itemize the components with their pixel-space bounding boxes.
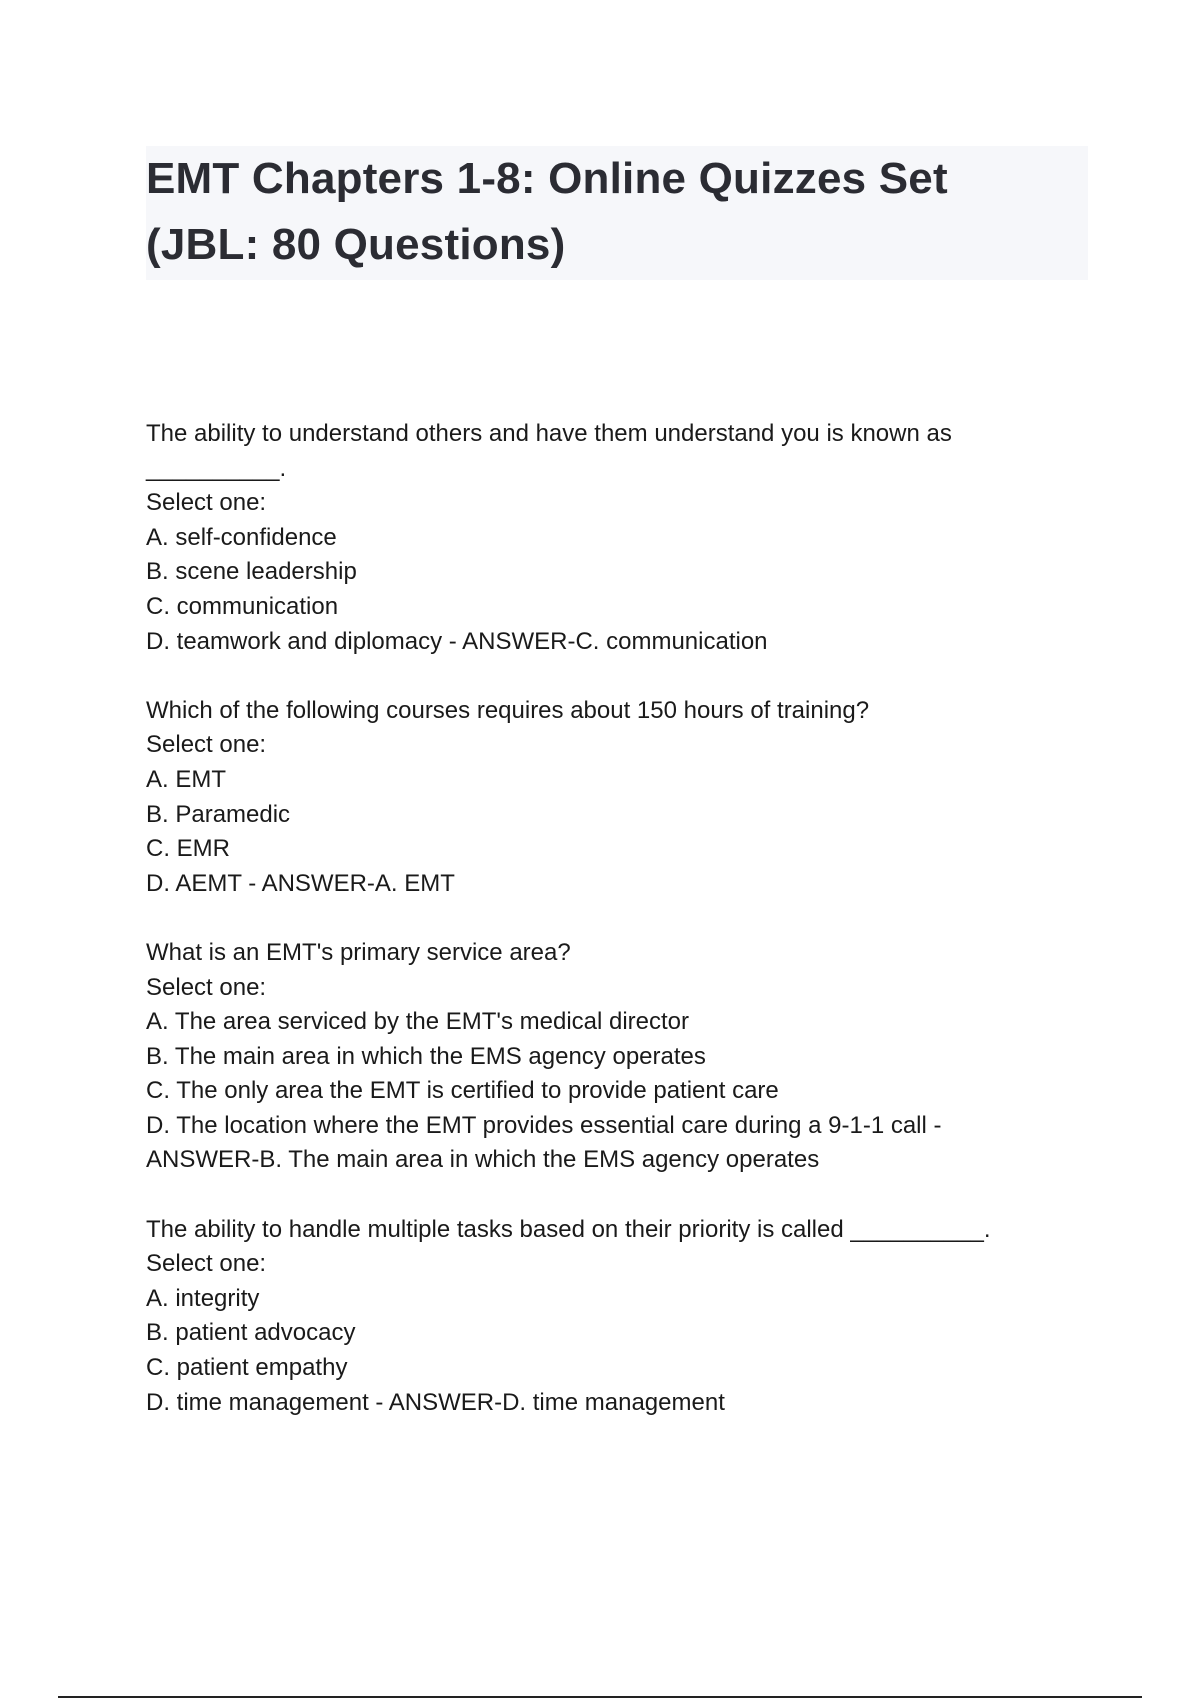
option-c: C. patient empathy	[146, 1354, 348, 1382]
question-stem: The ability to handle multiple tasks based on their priority is called __________.	[146, 1215, 991, 1243]
option-b: B. scene leadership	[146, 558, 357, 586]
option-a: A. integrity	[146, 1284, 260, 1312]
question-stem: What is an EMT's primary service area?	[146, 938, 571, 966]
option-b: B. patient advocacy	[146, 1319, 356, 1347]
select-prompt: Select one:	[146, 1250, 267, 1278]
option-a: A. EMT	[146, 765, 227, 793]
question-1	[146, 417, 1086, 659]
question-stem-blank: __________.	[146, 454, 287, 482]
option-d-answer: D. AEMT - ANSWER-A. EMT	[146, 869, 455, 897]
option-d-answer: D. teamwork and diplomacy - ANSWER-C. communication	[146, 627, 768, 655]
title-line-1: EMT Chapters 1-8: Online Quizzes Set	[146, 154, 948, 203]
option-c: C. EMR	[146, 835, 230, 863]
title-line-2: (JBL: 80 Questions)	[146, 220, 566, 269]
option-a: A. self-confidence	[146, 523, 337, 551]
question-stem: Which of the following courses requires about 150 hours of training?	[146, 696, 870, 724]
question-4	[146, 1213, 1086, 1421]
option-c: C. communication	[146, 592, 339, 620]
select-prompt: Select one:	[146, 489, 267, 517]
title-banner	[146, 146, 1088, 280]
footer-divider	[58, 1696, 1142, 1698]
document-title	[146, 146, 1088, 278]
option-a: A. The area serviced by the EMT's medical director	[146, 1008, 690, 1036]
select-prompt: Select one:	[146, 973, 267, 1001]
option-b: B. The main area in which the EMS agency operates	[146, 1042, 706, 1070]
quiz-content	[146, 417, 1086, 1455]
select-prompt: Select one:	[146, 731, 267, 759]
option-d: D. The location where the EMT provides essential care during a 9-1-1 call -	[146, 1111, 942, 1139]
question-stem: The ability to understand others and have them understand you is known as	[146, 420, 952, 447]
option-c: C. The only area the EMT is certified to provide patient care	[146, 1077, 779, 1105]
question-3	[146, 936, 1086, 1178]
option-b: B. Paramedic	[146, 800, 291, 828]
question-2	[146, 694, 1086, 902]
answer-line: ANSWER-B. The main area in which the EMS agency operates	[146, 1146, 820, 1174]
option-d-answer: D. time management - ANSWER-D. time management	[146, 1388, 725, 1416]
